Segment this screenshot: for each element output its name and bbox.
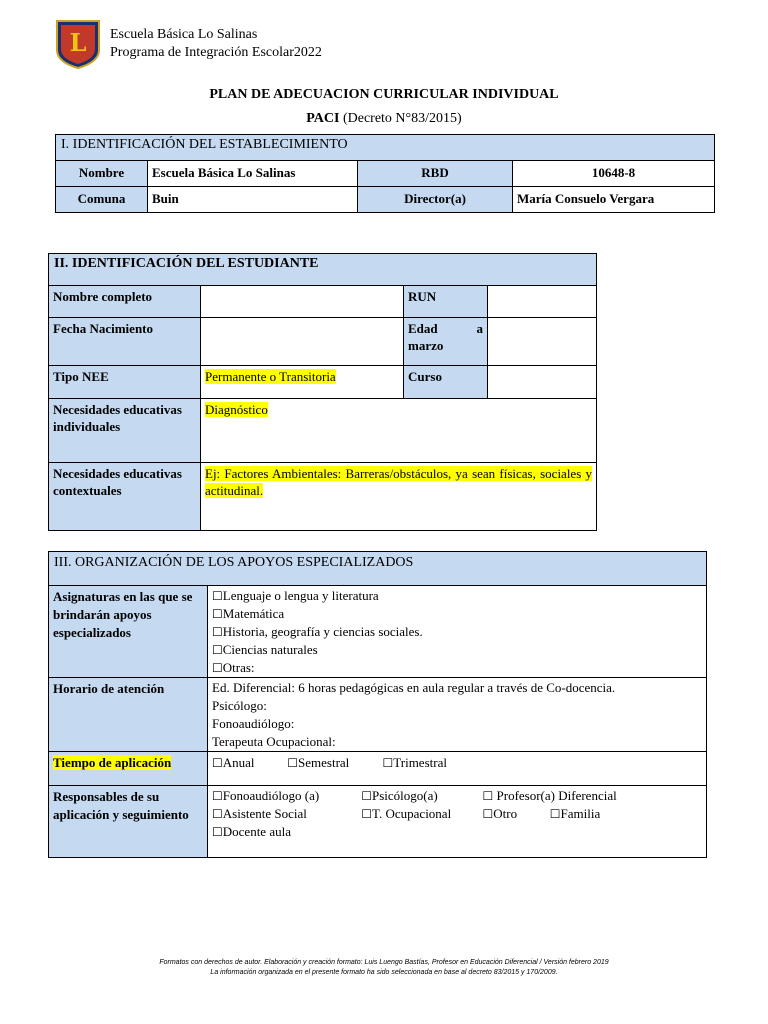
nec-contextuales-value: Ej: Factores Ambientales: Barreras/obstáculos, ya sean físicas, sociales y actitudinal.	[205, 466, 593, 498]
responsable-option[interactable]: ☐Fonoaudiólogo (a)	[212, 788, 320, 803]
tiempo-options	[208, 752, 707, 786]
school-logo	[53, 18, 103, 70]
responsable-option[interactable]: ☐Asistente Social	[212, 806, 307, 821]
nec-individuales-field[interactable]	[201, 399, 597, 463]
asignaturas-list	[208, 586, 707, 678]
curso-label: Curso	[404, 366, 488, 399]
checkbox-icon[interactable]: ☐	[212, 607, 223, 621]
checkbox-icon[interactable]: ☐	[212, 625, 223, 639]
nec-individuales-value: Diagnóstico	[205, 402, 268, 417]
edad-label: Edad a marzo	[404, 318, 488, 366]
asignatura-option[interactable]: ☐Otras:	[212, 660, 255, 675]
run-label: RUN	[404, 286, 488, 318]
checkbox-icon[interactable]: ☐	[361, 807, 373, 821]
footer-copyright: Formatos con derechos de autor. Elaboración y creación formato: Luis Luengo Bastías, Profesor en Educación Diferencial / Versión febrero 2019	[159, 959, 609, 966]
checkbox-icon[interactable]: ☐	[382, 756, 394, 770]
nec-individuales-label: Necesidades educativas individuales	[49, 399, 201, 463]
section1-heading: I. IDENTIFICACIÓN DEL ESTABLECIMIENTO	[56, 135, 715, 161]
curso-field[interactable]	[488, 366, 597, 399]
checkbox-icon[interactable]: ☐	[212, 661, 223, 675]
footer-note: La información organizada en el presente formato ha sido seleccionada en base al decreto 83/2015 y 170/2009.	[210, 969, 558, 976]
responsable-option[interactable]: ☐ Profesor(a) Diferencial	[482, 788, 617, 803]
nec-contextuales-field[interactable]	[201, 463, 597, 531]
responsables-label: Responsables de su aplicación y seguimiento	[49, 786, 208, 858]
run-field[interactable]	[488, 286, 597, 318]
director-value: María Consuelo Vergara	[513, 187, 715, 213]
checkbox-icon[interactable]: ☐	[212, 643, 223, 657]
section3-heading: III. ORGANIZACIÓN DE LOS APOYOS ESPECIALIZADOS	[49, 552, 707, 586]
paci-label: PACI	[306, 111, 340, 126]
school-name: Escuela Básica Lo Salinas	[110, 27, 258, 42]
student-table	[48, 253, 597, 531]
tiempo-option-semestral[interactable]: ☐Semestral	[287, 755, 350, 770]
fecha-nacimiento-label: Fecha Nacimiento	[49, 318, 201, 366]
asignaturas-label: Asignaturas en las que se brindarán apoyos especializados	[49, 586, 208, 678]
checkbox-icon[interactable]: ☐	[212, 756, 223, 770]
tipo-nee-field[interactable]	[201, 366, 404, 399]
document-title: PLAN DE ADECUACION CURRICULAR INDIVIDUAL	[209, 87, 559, 102]
checkbox-icon[interactable]: ☐	[361, 789, 373, 803]
tipo-nee-label: Tipo NEE	[49, 366, 201, 399]
establishment-table	[55, 134, 715, 213]
responsable-option[interactable]: ☐Familia	[549, 806, 601, 821]
asignatura-option[interactable]: ☐Matemática	[212, 606, 285, 621]
checkbox-icon[interactable]: ☐	[287, 756, 299, 770]
horario-details	[208, 678, 707, 752]
tiempo-option-anual[interactable]: ☐Anual	[212, 755, 255, 770]
horario-line: Ed. Diferencial: 6 horas pedagógicas en aula regular a través de Co-docencia.	[212, 680, 616, 695]
rbd-value: 10648-8	[513, 161, 715, 187]
nombre-value: Escuela Básica Lo Salinas	[148, 161, 358, 187]
responsable-option[interactable]: ☐Psicólogo(a)	[361, 788, 438, 803]
responsable-option[interactable]: ☐T. Ocupacional	[361, 806, 452, 821]
horario-line: Psicólogo:	[212, 698, 267, 713]
tiempo-option-trimestral[interactable]: ☐Trimestral	[382, 755, 447, 770]
asignatura-option[interactable]: ☐Historia, geografía y ciencias sociales.	[212, 624, 423, 639]
checkbox-icon[interactable]: ☐	[549, 807, 561, 821]
horario-label: Horario de atención	[49, 678, 208, 752]
logo-letter: L	[69, 28, 87, 57]
director-label: Director(a)	[358, 187, 513, 213]
asignatura-option[interactable]: ☐Lenguaje o lengua y literatura	[212, 588, 379, 603]
tipo-nee-value: Permanente o Transitoria	[205, 369, 336, 384]
checkbox-icon[interactable]: ☐	[212, 589, 223, 603]
edad-field[interactable]	[488, 318, 597, 366]
support-table	[48, 551, 707, 858]
checkbox-icon[interactable]: ☐	[212, 825, 223, 839]
nec-contextuales-label: Necesidades educativas contextuales	[49, 463, 201, 531]
fecha-nacimiento-field[interactable]	[201, 318, 404, 366]
tiempo-label: Tiempo de aplicación	[49, 752, 208, 786]
checkbox-icon[interactable]: ☐	[482, 807, 494, 821]
program-name: Programa de Integración Escolar2022	[110, 45, 322, 60]
nombre-completo-label: Nombre completo	[49, 286, 201, 318]
rbd-label: RBD	[358, 161, 513, 187]
checkbox-icon[interactable]: ☐	[212, 789, 223, 803]
checkbox-icon[interactable]: ☐	[212, 807, 223, 821]
document-subtitle	[0, 111, 768, 127]
horario-line: Terapeuta Ocupacional:	[212, 734, 336, 749]
comuna-value: Buin	[148, 187, 358, 213]
checkbox-icon[interactable]: ☐	[482, 789, 494, 803]
horario-line: Fonoaudiólogo:	[212, 716, 295, 731]
comuna-label: Comuna	[56, 187, 148, 213]
nombre-label: Nombre	[56, 161, 148, 187]
asignatura-option[interactable]: ☐Ciencias naturales	[212, 642, 318, 657]
nombre-completo-field[interactable]	[201, 286, 404, 318]
decree-label: (Decreto N°83/2015)	[342, 111, 462, 126]
section2-heading: II. IDENTIFICACIÓN DEL ESTUDIANTE	[49, 254, 597, 286]
responsables-options	[208, 786, 707, 858]
responsable-option[interactable]: ☐Otro	[482, 806, 518, 821]
responsable-option[interactable]: ☐Docente aula	[212, 824, 291, 839]
